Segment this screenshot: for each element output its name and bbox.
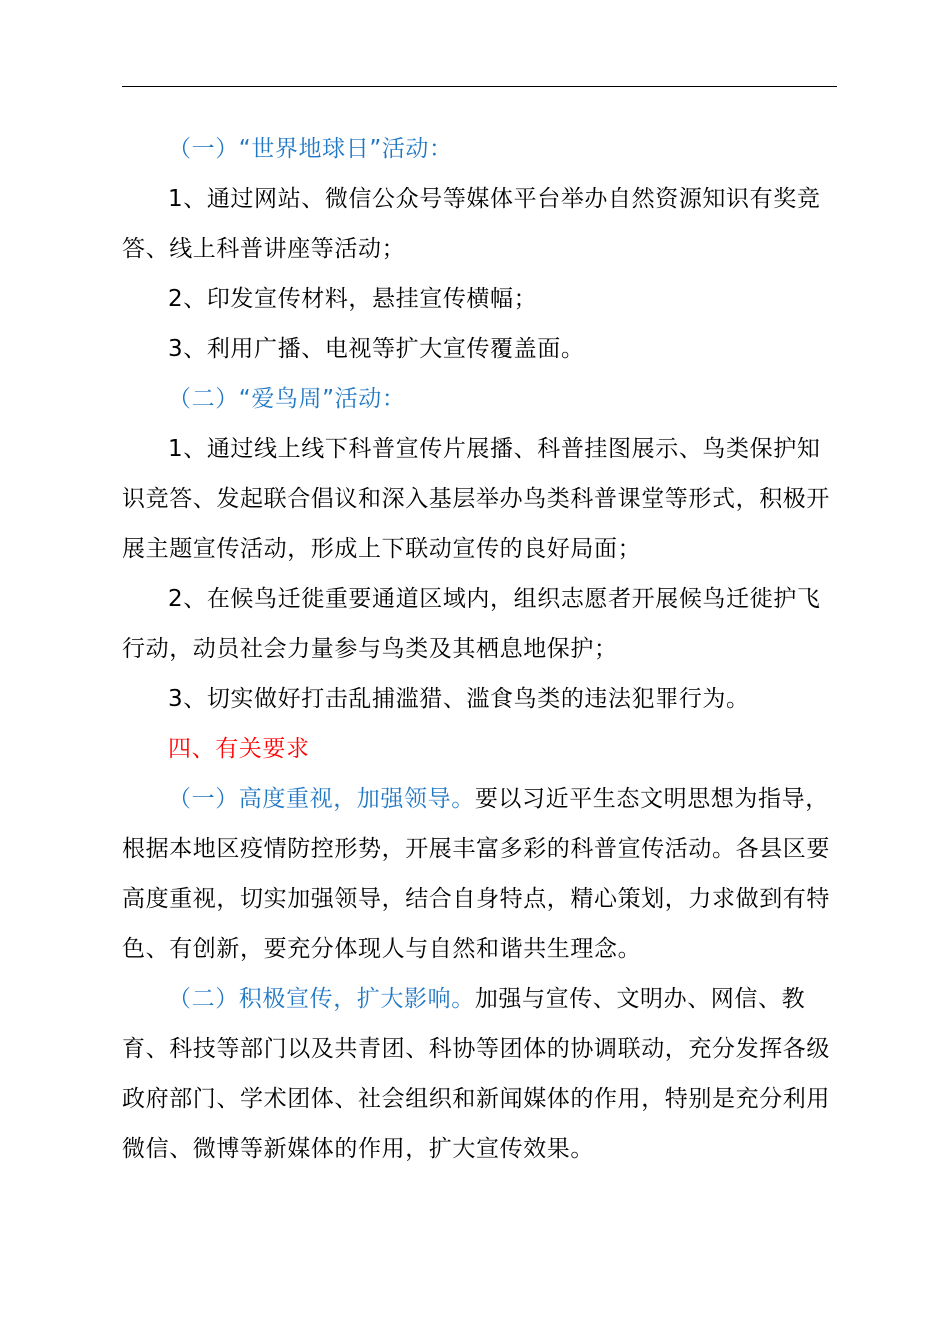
bird-week-item-1: 1、通过线上线下科普宣传片展播、科普挂图展示、鸟类保护知识竞答、发起联合倡议和深入基层举办鸟类科普课堂等形式，积极开展主题宣传活动，形成上下联动宣传的良好局面； [122,436,830,562]
bird-week-item-3: 3、切实做好打击乱捕滥猎、滥食鸟类的违法犯罪行为。 [168,686,750,712]
earth-day-heading: （一）“世界地球日”活动： [168,136,453,162]
bird-week-heading: （二）“爱鸟周”活动： [168,386,406,412]
header-rule [122,86,837,87]
document-body [122,124,838,1174]
earth-day-item-1: 1、通过网站、微信公众号等媒体平台举办自然资源知识有奖竞答、线上科普讲座等活动； [122,186,821,262]
requirement-1-body: 要以习近平生态文明思想为指导，根据本地区疫情防控形势，开展丰富多彩的科普宣传活动。各县区要高度重视，切实加强领导，结合自身特点，精心策划，力求做到有特色、有创新，要充分体现人与自然和谐共生理念。 [122,786,830,962]
requirement-1-lead: （一）高度重视，加强领导。 [168,786,475,812]
requirements-heading: 四、有关要求 [168,736,310,762]
requirement-2-body: 加强与宣传、文明办、网信、教育、科技等部门以及共青团、科协等团体的协调联动，充分发挥各级政府部门、学术团体、社会组织和新闻媒体的作用，特别是充分利用微信、微博等新媒体的作用，扩大宣传效果。 [122,986,830,1162]
bird-week-item-2: 2、在候鸟迁徙重要通道区域内，组织志愿者开展候鸟迁徙护飞行动，动员社会力量参与鸟类及其栖息地保护； [122,586,821,662]
requirement-paragraph-1 [122,774,838,974]
earth-day-item-2: 2、印发宣传材料，悬挂宣传横幅； [168,286,538,312]
earth-day-item-3: 3、利用广播、电视等扩大宣传覆盖面。 [168,336,585,362]
requirement-2-lead: （二）积极宣传，扩大影响。 [168,986,475,1012]
requirement-paragraph-2 [122,974,838,1174]
